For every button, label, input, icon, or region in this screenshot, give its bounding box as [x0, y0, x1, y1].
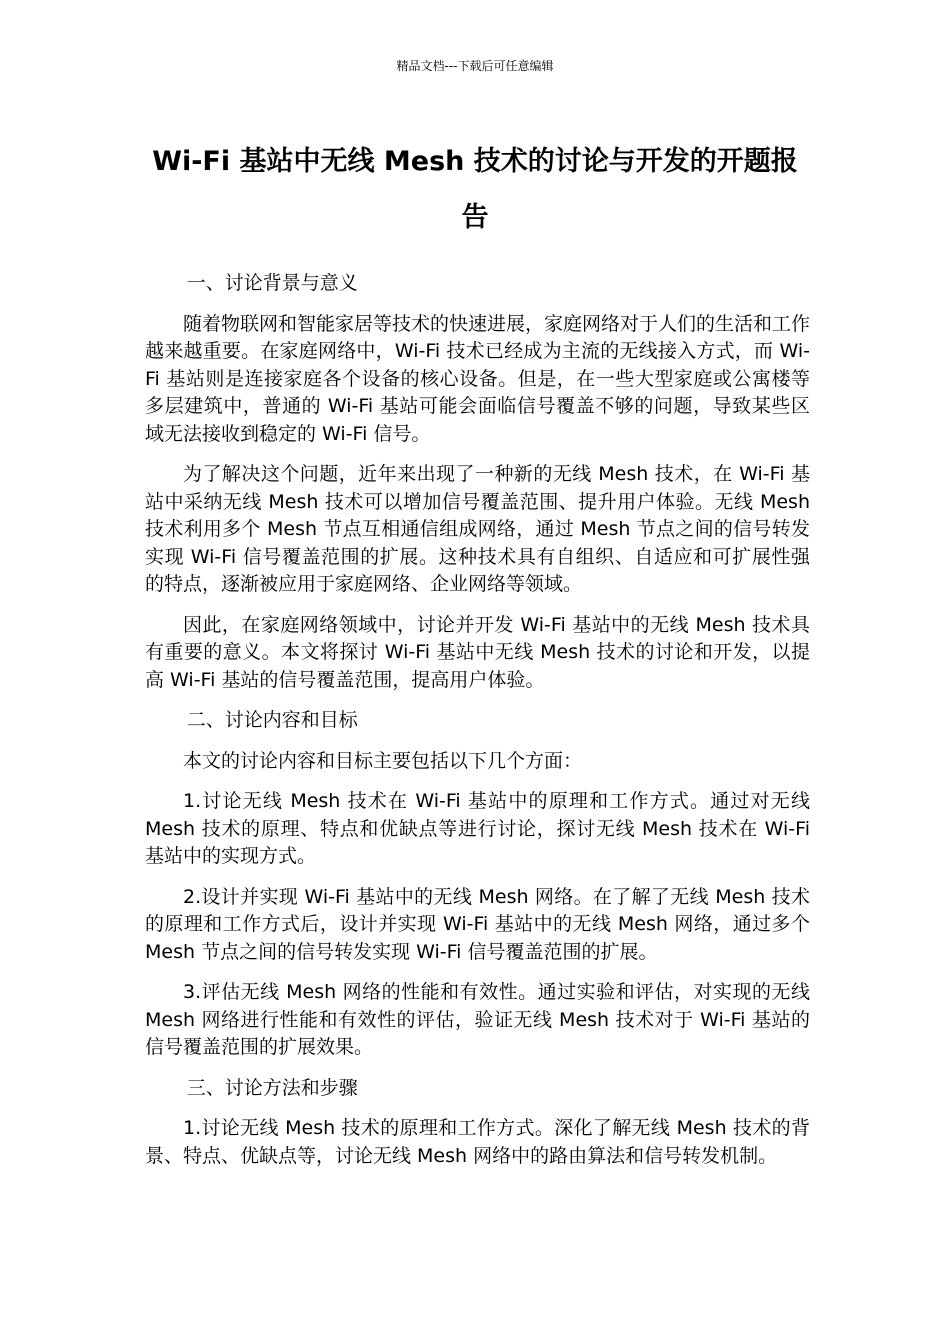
section-3-heading: 三、讨论方法和步骤	[186, 1076, 358, 1099]
section-2-heading: 二、讨论内容和目标	[186, 709, 358, 731]
section-1-paragraph-1: 随着物联网和智能家居等技术的快速进展，家庭网络对于人们的生活和工作越来越重要。在家庭网络中，Wi-Fi 技术已经成为主流的无线接入方式，而 Wi-Fi 基站则是连接家庭各个设备的核心设备。但是，在一些大型家庭或公寓楼等多层建筑中，普通的 Wi-Fi 基站可能会面临信号覆盖不够的问题，导致某些区域无法接收到稳定的 Wi-Fi 信号。	[145, 312, 811, 445]
page-header: 精品文档---下载后可任意编辑	[396, 59, 554, 73]
section-1-paragraph-2: 为了解决这个问题，近年来出现了一种新的无线 Mesh 技术，在 Wi-Fi 基站中采纳无线 Mesh 技术可以增加信号覆盖范围、提升用户体验。无线 Mesh 技术利用多个 Mesh 节点互相通信组成网络，通过 Mesh 节点之间的信号转发实现 Wi-Fi 信号覆盖范围的扩展。这种技术具有自组织、自适应和可扩展性强的特点，逐渐被应用于家庭网络、企业网络等领域。	[145, 463, 810, 595]
document-title: Wi-Fi 基站中无线 Mesh 技术的讨论与开发的开题报告	[152, 146, 798, 233]
section-2-item-1: 1.讨论无线 Mesh 技术在 Wi-Fi 基站中的原理和工作方式。通过对无线 Mesh 技术的原理、特点和优缺点等进行讨论，探讨无线 Mesh 技术在 Wi-Fi 基站中的实现方式。	[145, 790, 810, 867]
section-1-paragraph-3: 因此，在家庭网络领域中，讨论并开发 Wi-Fi 基站中的无线 Mesh 技术具有重要的意义。本文将探讨 Wi-Fi 基站中无线 Mesh 技术的讨论和开发，以提高 Wi-Fi 基站的信号覆盖范围，提高用户体验。	[145, 613, 810, 691]
section-3-item-1: 1.讨论无线 Mesh 技术的原理和工作方式。深化了解无线 Mesh 技术的背景、特点、优缺点等，讨论无线 Mesh 网络中的路由算法和信号转发机制。	[145, 1117, 810, 1167]
section-1-heading: 一、讨论背景与意义	[186, 272, 358, 294]
section-2-item-2: 2.设计并实现 Wi-Fi 基站中的无线 Mesh 网络。在了解了无线 Mesh 技术的原理和工作方式后，设计并实现 Wi-Fi 基站中的无线 Mesh 网络，通过多个 Mesh 节点之间的信号转发实现 Wi-Fi 信号覆盖范围的扩展。	[145, 885, 810, 963]
section-2-item-3: 3.评估无线 Mesh 网络的性能和有效性。通过实验和评估，对实现的无线 Mesh 网络进行性能和有效性的评估，验证无线 Mesh 技术对于 Wi-Fi 基站的信号覆盖范围的扩展效果。	[145, 981, 810, 1058]
section-2-intro: 本文的讨论内容和目标主要包括以下几个方面：	[183, 749, 583, 772]
document-body	[145, 270, 810, 1183]
